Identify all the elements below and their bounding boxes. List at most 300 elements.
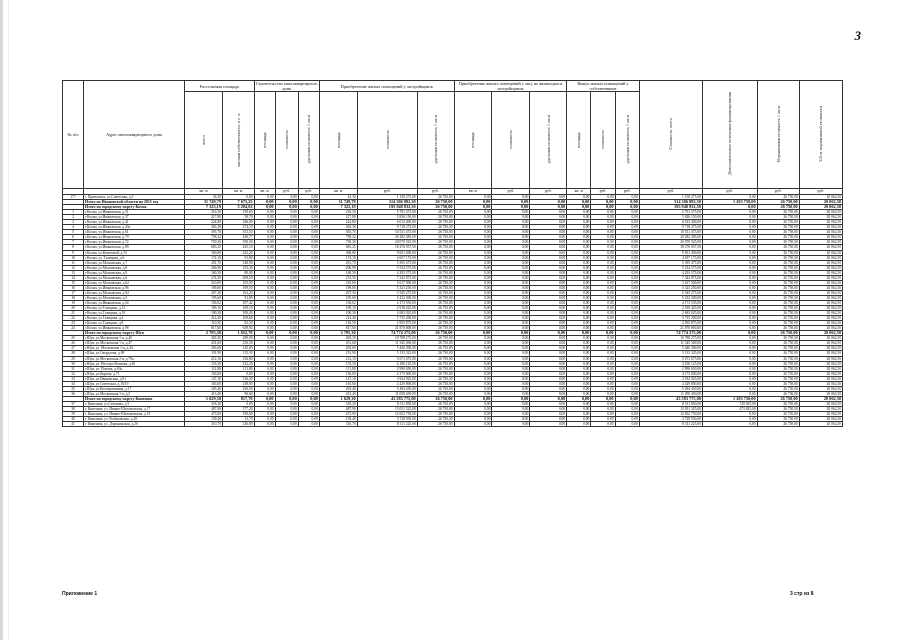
value-cell: 174,10 xyxy=(185,255,223,260)
value-cell: 0,00 xyxy=(591,200,615,205)
value-cell: 20 282 385,00 xyxy=(639,235,702,240)
value-cell: 0,00 xyxy=(567,326,591,331)
address-cell: г.Шуя, ул.Московская 1-я, д.47 xyxy=(84,341,185,346)
value-cell: 100,50 xyxy=(222,386,254,391)
value-cell: 0,00 xyxy=(702,346,757,351)
value-cell: 0,00 xyxy=(615,316,639,321)
value-cell: 26 750,00 xyxy=(757,245,799,250)
row-number: 20 xyxy=(63,306,84,311)
value-cell: 20 062,50 xyxy=(799,245,842,250)
value-cell: 0,00 xyxy=(567,275,591,280)
table-row xyxy=(63,422,843,427)
value-cell: 0,00 xyxy=(298,285,319,290)
value-cell: 0,00 xyxy=(702,386,757,391)
scan-edge xyxy=(0,0,3,640)
value-cell: 683,25 xyxy=(319,245,357,250)
value-cell: 0,00 xyxy=(275,215,298,220)
value-cell: 26 750,00 xyxy=(417,326,454,331)
value-cell: 0,00 xyxy=(615,412,639,417)
value-cell: 4 429 800,00 xyxy=(357,381,417,386)
value-cell: 0,00 xyxy=(454,331,492,336)
value-cell: 0,00 xyxy=(454,280,492,285)
value-cell: 4 293 375,00 xyxy=(357,270,417,275)
row-number: 4 xyxy=(63,225,84,230)
value-cell: 0,00 xyxy=(454,371,492,376)
units-cell: руб. xyxy=(639,189,702,195)
value-cell: 153,50 xyxy=(319,361,357,366)
row-number: 10 xyxy=(63,255,84,260)
value-cell: 0,00 xyxy=(591,336,615,341)
value-cell: 0,00 xyxy=(298,321,319,326)
value-cell: 0,00 xyxy=(702,422,757,427)
value-cell: 274,50 xyxy=(319,275,357,280)
value-cell: 0,00 xyxy=(454,346,492,351)
value-cell: 2 990 650,00 xyxy=(357,366,417,371)
address-cell: г. Кинешма, ул.Сеченова, д.5 xyxy=(84,401,185,406)
address-cell: г.Кохма, ул.Талицкая, д.10 xyxy=(84,311,185,316)
value-cell: 26 750,00 xyxy=(417,306,454,311)
value-cell: 26 750,00 xyxy=(417,235,454,240)
value-cell: 0,00 xyxy=(275,240,298,245)
value-cell: 0,00 xyxy=(492,240,530,245)
value-cell: 199,00 xyxy=(319,285,357,290)
address-cell: г.Кохма, ул.Ивановская, д.98 xyxy=(84,326,185,331)
value-cell: 0,00 xyxy=(702,295,757,300)
value-cell: 0,00 xyxy=(254,306,275,311)
value-cell: 100,30 xyxy=(185,311,223,316)
value-cell: 26 750,00 xyxy=(417,401,454,406)
value-cell: 96,60 xyxy=(222,391,254,396)
value-cell: 0,00 xyxy=(567,351,591,356)
value-cell: 10 531 475,00 xyxy=(639,230,702,235)
address-cell: г.Кохма, ул.Ивановская, д.72 xyxy=(84,240,185,245)
value-cell: 0,00 xyxy=(615,366,639,371)
value-cell: 26 750,00 xyxy=(757,195,799,200)
value-cell: 0,00 xyxy=(530,255,567,260)
value-cell: 0,00 xyxy=(298,230,319,235)
value-cell: 0,00 xyxy=(298,280,319,285)
value-cell: 0,00 xyxy=(530,341,567,346)
value-cell: 0,00 xyxy=(254,230,275,235)
value-cell: 0,00 xyxy=(254,336,275,341)
value-cell: 0,00 xyxy=(492,255,530,260)
value-cell: 26 750,00 xyxy=(757,280,799,285)
value-cell: 26 750,00 xyxy=(757,295,799,300)
value-cell: 0,00 xyxy=(275,225,298,230)
address-cell: г.Кохма, ул.Ивановская, д.54 xyxy=(84,300,185,305)
value-cell: 0,00 xyxy=(591,250,615,255)
header-col: стоимость xyxy=(275,92,298,189)
value-cell: 156,02 xyxy=(319,300,357,305)
value-cell: 413,40 xyxy=(319,391,357,396)
value-cell: 207,30 xyxy=(319,290,357,295)
value-cell: 0,00 xyxy=(591,351,615,356)
value-cell: 0,00 xyxy=(702,381,757,386)
value-cell: 0,00 xyxy=(492,422,530,427)
value-cell: 216,50 xyxy=(319,210,357,215)
value-cell: 11 545 300,00 xyxy=(357,341,417,346)
value-cell: 0,00 xyxy=(275,280,298,285)
value-cell: 5 735 200,00 xyxy=(357,316,417,321)
value-cell: 0,00 xyxy=(567,396,591,401)
value-cell: 26 750,00 xyxy=(417,225,454,230)
value-cell: 0,00 xyxy=(275,376,298,381)
value-cell: 0,00 xyxy=(492,285,530,290)
value-cell: 0,00 xyxy=(492,366,530,371)
address-cell: г.Кохма, ул.Московская, д.6 xyxy=(84,275,185,280)
value-cell: 0,00 xyxy=(530,245,567,250)
value-cell: 26 750,00 xyxy=(417,417,454,422)
value-cell: 214,40 xyxy=(319,316,357,321)
value-cell: 0,00 xyxy=(275,255,298,260)
value-cell: 0,00 xyxy=(615,245,639,250)
value-cell: 26 750,00 xyxy=(417,230,454,235)
value-cell: 0,00 xyxy=(567,376,591,381)
value-cell: 0,00 xyxy=(454,250,492,255)
value-cell: 0,00 xyxy=(591,215,615,220)
value-cell: 0,00 xyxy=(530,422,567,427)
value-cell: 7 325,19 xyxy=(319,205,357,210)
value-cell: 26 750,00 xyxy=(757,230,799,235)
units-cell: кв. м xyxy=(567,189,591,195)
value-cell: 20 062,50 xyxy=(799,235,842,240)
value-cell: 0,00 xyxy=(567,225,591,230)
value-cell: 26 750,00 xyxy=(417,270,454,275)
value-cell: 26 750,00 xyxy=(757,321,799,326)
value-cell: 4 106 125,00 xyxy=(639,361,702,366)
address-cell: г. Кинешма, ул. Нижне-Шеломовская, д.17 xyxy=(84,406,185,411)
value-cell: 274,10 xyxy=(222,225,254,230)
value-cell: 26 750,00 xyxy=(417,376,454,381)
value-cell: 4 657 175,00 xyxy=(639,255,702,260)
value-cell: 0,00 xyxy=(702,220,757,225)
value-cell: 0,00 xyxy=(615,336,639,341)
value-cell: 224,80 xyxy=(185,220,223,225)
value-cell: 26 750,00 xyxy=(757,215,799,220)
value-cell: 26 750,00 xyxy=(757,260,799,265)
value-cell: 5 617 500,00 xyxy=(639,280,702,285)
address-cell: г.Кохма, ул.Московская, д.9 xyxy=(84,270,185,275)
value-cell: 0,00 xyxy=(298,300,319,305)
value-cell: 0,00 xyxy=(567,300,591,305)
value-cell: 0,00 xyxy=(530,285,567,290)
units-cell: руб. xyxy=(492,189,530,195)
value-cell: 0,00 xyxy=(275,250,298,255)
value-cell: 107,42 xyxy=(222,300,254,305)
value-cell: 0,00 xyxy=(591,401,615,406)
value-cell: 0,00 xyxy=(492,351,530,356)
value-cell: 0,00 xyxy=(298,346,319,351)
row-number: 8 xyxy=(63,245,84,250)
value-cell: 0,00 xyxy=(591,280,615,285)
value-cell: 0,00 xyxy=(298,250,319,255)
value-cell: 0,00 xyxy=(454,300,492,305)
value-cell: 0,00 xyxy=(275,295,298,300)
value-cell: 5 323 250,00 xyxy=(357,285,417,290)
value-cell: 0,00 xyxy=(702,376,757,381)
address-cell: г.Кохма, ул.Московская, д.3 xyxy=(84,295,185,300)
value-cell: 817,70 xyxy=(222,396,254,401)
value-cell: 26 750,00 xyxy=(757,306,799,311)
value-cell: 26 750,00 xyxy=(417,381,454,386)
value-cell: 26 750,00 xyxy=(417,422,454,427)
value-cell: 18 276 937,50 xyxy=(639,245,702,250)
value-cell: 20 062,50 xyxy=(799,341,842,346)
row-number: 35 xyxy=(63,386,84,391)
value-cell: 0,00 xyxy=(591,265,615,270)
value-cell: 26 750,00 xyxy=(757,381,799,386)
value-cell: 156,80 xyxy=(222,356,254,361)
value-cell: 0,00 xyxy=(454,406,492,411)
value-cell: 0,00 xyxy=(615,255,639,260)
value-cell: 0,00 xyxy=(615,341,639,346)
row-number: 33 xyxy=(63,376,84,381)
value-cell: 0,00 xyxy=(567,280,591,285)
value-cell: 758,22 xyxy=(185,235,223,240)
value-cell: 0,00 xyxy=(530,417,567,422)
value-cell: 5 673 675,00 xyxy=(639,356,702,361)
value-cell: 4 173 000,00 xyxy=(357,371,417,376)
value-cell: 0,00 xyxy=(454,225,492,230)
value-cell: 5 534 575,00 xyxy=(639,265,702,270)
value-cell: 122,20 xyxy=(222,361,254,366)
value-cell: 26 750,00 xyxy=(417,396,454,401)
value-cell: 0,00 xyxy=(591,245,615,250)
value-cell: 0,00 xyxy=(298,205,319,210)
value-cell: 0,00 xyxy=(591,270,615,275)
value-cell: 0,00 xyxy=(454,326,492,331)
value-cell: 26 750,00 xyxy=(417,255,454,260)
value-cell: 0,00 xyxy=(454,215,492,220)
value-cell: 139,40 xyxy=(319,417,357,422)
value-cell: 160,50 xyxy=(319,270,357,275)
value-cell: 0,00 xyxy=(567,290,591,295)
value-cell: 0,00 xyxy=(254,215,275,220)
value-cell: 0,00 xyxy=(254,346,275,351)
row-number: 26 xyxy=(63,341,84,346)
row-number: 6 xyxy=(63,235,84,240)
header-group-buyout: Выкуп жилых помещений у собственников xyxy=(567,81,640,92)
units-cell: кв. м xyxy=(454,189,492,195)
value-cell: 26 750,00 xyxy=(417,195,454,200)
header-total-cost: Стоимость, всего xyxy=(639,81,702,189)
value-cell: 0,00 xyxy=(702,225,757,230)
value-cell: 20 062,50 xyxy=(799,351,842,356)
value-cell: 0,00 xyxy=(567,205,591,210)
value-cell: 111,80 xyxy=(319,366,357,371)
address-cell: г.Шуя, ул.Кооперативная, д.17 xyxy=(84,386,185,391)
value-cell: 0,00 xyxy=(591,230,615,235)
value-cell: 0,00 xyxy=(591,285,615,290)
value-cell: 0,00 xyxy=(492,235,530,240)
value-cell: 80,00 xyxy=(222,270,254,275)
units-cell: руб. xyxy=(298,189,319,195)
value-cell: 207,30 xyxy=(185,290,223,295)
value-cell: 0,00 xyxy=(298,316,319,321)
value-cell: 0,00 xyxy=(567,245,591,250)
value-cell: 0,00 xyxy=(454,412,492,417)
value-cell: 0,00 xyxy=(591,290,615,295)
units-cell: руб. xyxy=(357,189,417,195)
value-cell: 0,00 xyxy=(275,356,298,361)
value-cell: 0,00 xyxy=(567,391,591,396)
value-cell: 393,70 xyxy=(185,230,223,235)
value-cell: 0,00 xyxy=(298,260,319,265)
header-num: № п/п xyxy=(63,81,84,189)
value-cell: 224,80 xyxy=(319,220,357,225)
row-number: 11 xyxy=(63,260,84,265)
row-number: 16 xyxy=(63,285,84,290)
value-cell: 5 494 450,00 xyxy=(357,386,417,391)
value-cell: 109,60 xyxy=(222,316,254,321)
value-cell: 0,00 xyxy=(702,311,757,316)
header-col: частная собственность, в т. ч. xyxy=(222,92,254,189)
value-cell: 82,50 xyxy=(222,321,254,326)
value-cell: 363,30 xyxy=(319,225,357,230)
value-cell: 0,00 xyxy=(702,366,757,371)
value-cell: 26 750,00 xyxy=(757,240,799,245)
value-cell: 0,00 xyxy=(530,225,567,230)
value-cell: 0,00 xyxy=(254,270,275,275)
value-cell: 26 750,00 xyxy=(417,356,454,361)
value-cell: 0,00 xyxy=(492,225,530,230)
value-cell: 21 870 800,00 xyxy=(639,326,702,331)
row-number: 13 xyxy=(63,270,84,275)
row-number: 23 xyxy=(63,321,84,326)
address-cell: г.Кохма, ул.Московская, д.62 xyxy=(84,280,185,285)
value-cell: 0,00 xyxy=(275,346,298,351)
value-cell: 0,00 xyxy=(591,225,615,230)
value-cell: 165,60 xyxy=(319,381,357,386)
address-cell: г.Кохма, ул.Талицкая, д.8 xyxy=(84,321,185,326)
value-cell: 0,00 xyxy=(492,295,530,300)
value-cell: 0,00 xyxy=(254,351,275,356)
value-cell: 0,00 xyxy=(567,270,591,275)
value-cell: 20 062,50 xyxy=(799,376,842,381)
value-cell: 0,00 xyxy=(454,265,492,270)
housing-register-table xyxy=(62,80,843,427)
value-cell: 310,70 xyxy=(319,422,357,427)
value-cell: 0,00 xyxy=(254,280,275,285)
value-cell: 0,00 xyxy=(275,386,298,391)
value-cell: 0,00 xyxy=(530,290,567,295)
value-cell: 0,00 xyxy=(591,311,615,316)
value-cell: 0,00 xyxy=(567,240,591,245)
value-cell: 5 395 475,00 xyxy=(357,260,417,265)
value-cell: 0,00 xyxy=(254,356,275,361)
value-cell: 5 446 300,00 xyxy=(639,346,702,351)
value-cell: 0,00 xyxy=(275,381,298,386)
row-number: 177 xyxy=(63,195,84,200)
value-cell: 26 750,00 xyxy=(757,316,799,321)
value-cell: 201,70 xyxy=(319,260,357,265)
value-cell: 20 062,50 xyxy=(799,391,842,396)
value-cell: 0,00 xyxy=(492,391,530,396)
value-cell: 115,30 xyxy=(222,351,254,356)
value-cell: 109,10 xyxy=(319,306,357,311)
value-cell: 0,00 xyxy=(702,230,757,235)
value-cell: 9 718 275,00 xyxy=(639,225,702,230)
value-cell: 0,00 xyxy=(254,210,275,215)
value-cell: 20 062,50 xyxy=(799,225,842,230)
value-cell: 0,00 xyxy=(615,225,639,230)
value-cell: 351,50 xyxy=(222,230,254,235)
value-cell: 195 948 832,50 xyxy=(357,205,417,210)
value-cell: 0,00 xyxy=(702,255,757,260)
value-cell: 0,00 xyxy=(298,336,319,341)
row-number: 36 xyxy=(63,391,84,396)
register-sheet xyxy=(62,80,843,427)
value-cell: 0,00 xyxy=(254,331,275,336)
value-cell: 20 062,50 xyxy=(799,230,842,235)
value-cell: 12 652 750,00 xyxy=(357,412,417,417)
value-cell: 0,00 xyxy=(454,210,492,215)
value-cell: 0,00 xyxy=(615,285,639,290)
value-cell: 20 062,50 xyxy=(799,215,842,220)
header-col: стоимость xyxy=(357,92,417,189)
value-cell: 20 062,50 xyxy=(799,250,842,255)
value-cell: 3 728 950,00 xyxy=(357,417,417,422)
value-cell: 0,00 xyxy=(454,220,492,225)
value-cell: 0,00 xyxy=(567,366,591,371)
value-cell: 0,00 xyxy=(591,235,615,240)
value-cell: 20 062,50 xyxy=(799,336,842,341)
value-cell: 0,00 xyxy=(298,331,319,336)
value-cell: 0,00 xyxy=(454,205,492,210)
value-cell: 26 750,00 xyxy=(417,371,454,376)
value-cell: 0,00 xyxy=(275,366,298,371)
value-cell: 0,00 xyxy=(567,386,591,391)
value-cell: 0,00 xyxy=(591,255,615,260)
value-cell: 26 750,00 xyxy=(757,235,799,240)
value-cell: 487,90 xyxy=(185,406,223,411)
value-cell: 20 062,50 xyxy=(799,280,842,285)
value-cell: 0,00 xyxy=(702,210,757,215)
row-number: 12 xyxy=(63,265,84,270)
value-cell: 0,00 xyxy=(702,356,757,361)
units-cell: руб. xyxy=(530,189,567,195)
value-cell: 0,00 xyxy=(530,195,567,200)
value-cell: 26 750,00 xyxy=(417,321,454,326)
value-cell: 0,00 xyxy=(530,351,567,356)
value-cell: 214,40 xyxy=(185,316,223,321)
value-cell: 205,40 xyxy=(319,386,357,391)
value-cell: 10 788 275,00 xyxy=(639,336,702,341)
value-cell: 0,00 xyxy=(591,366,615,371)
value-cell: 26 750,00 xyxy=(417,215,454,220)
address-cell: г.Кохма, ул.Ивановская, д.41 xyxy=(84,220,185,225)
row-number: 19 xyxy=(63,300,84,305)
value-cell: 0,00 xyxy=(702,351,757,356)
value-cell: 0,00 xyxy=(615,346,639,351)
value-cell: 0,00 xyxy=(567,341,591,346)
value-cell: 0,00 xyxy=(615,396,639,401)
address-cell: г.Кохма, ул.Талицкая, д.4 xyxy=(84,316,185,321)
value-cell: 58,70 xyxy=(222,215,254,220)
value-cell: 0,00 xyxy=(298,351,319,356)
value-cell: 0,00 xyxy=(254,275,275,280)
value-cell: 26 750,00 xyxy=(417,351,454,356)
value-cell: 0,00 xyxy=(254,326,275,331)
value-cell: 0,00 xyxy=(254,235,275,240)
value-cell: 0,00 xyxy=(702,326,757,331)
value-cell: 0,00 xyxy=(591,295,615,300)
value-cell: 20 062,50 xyxy=(799,195,842,200)
value-cell: 26 750,00 xyxy=(757,285,799,290)
value-cell: 0,00 xyxy=(254,422,275,427)
value-cell: 13 051 325,00 xyxy=(639,406,702,411)
address-cell: г.Шуя, ул. Попова, д.63а xyxy=(84,366,185,371)
